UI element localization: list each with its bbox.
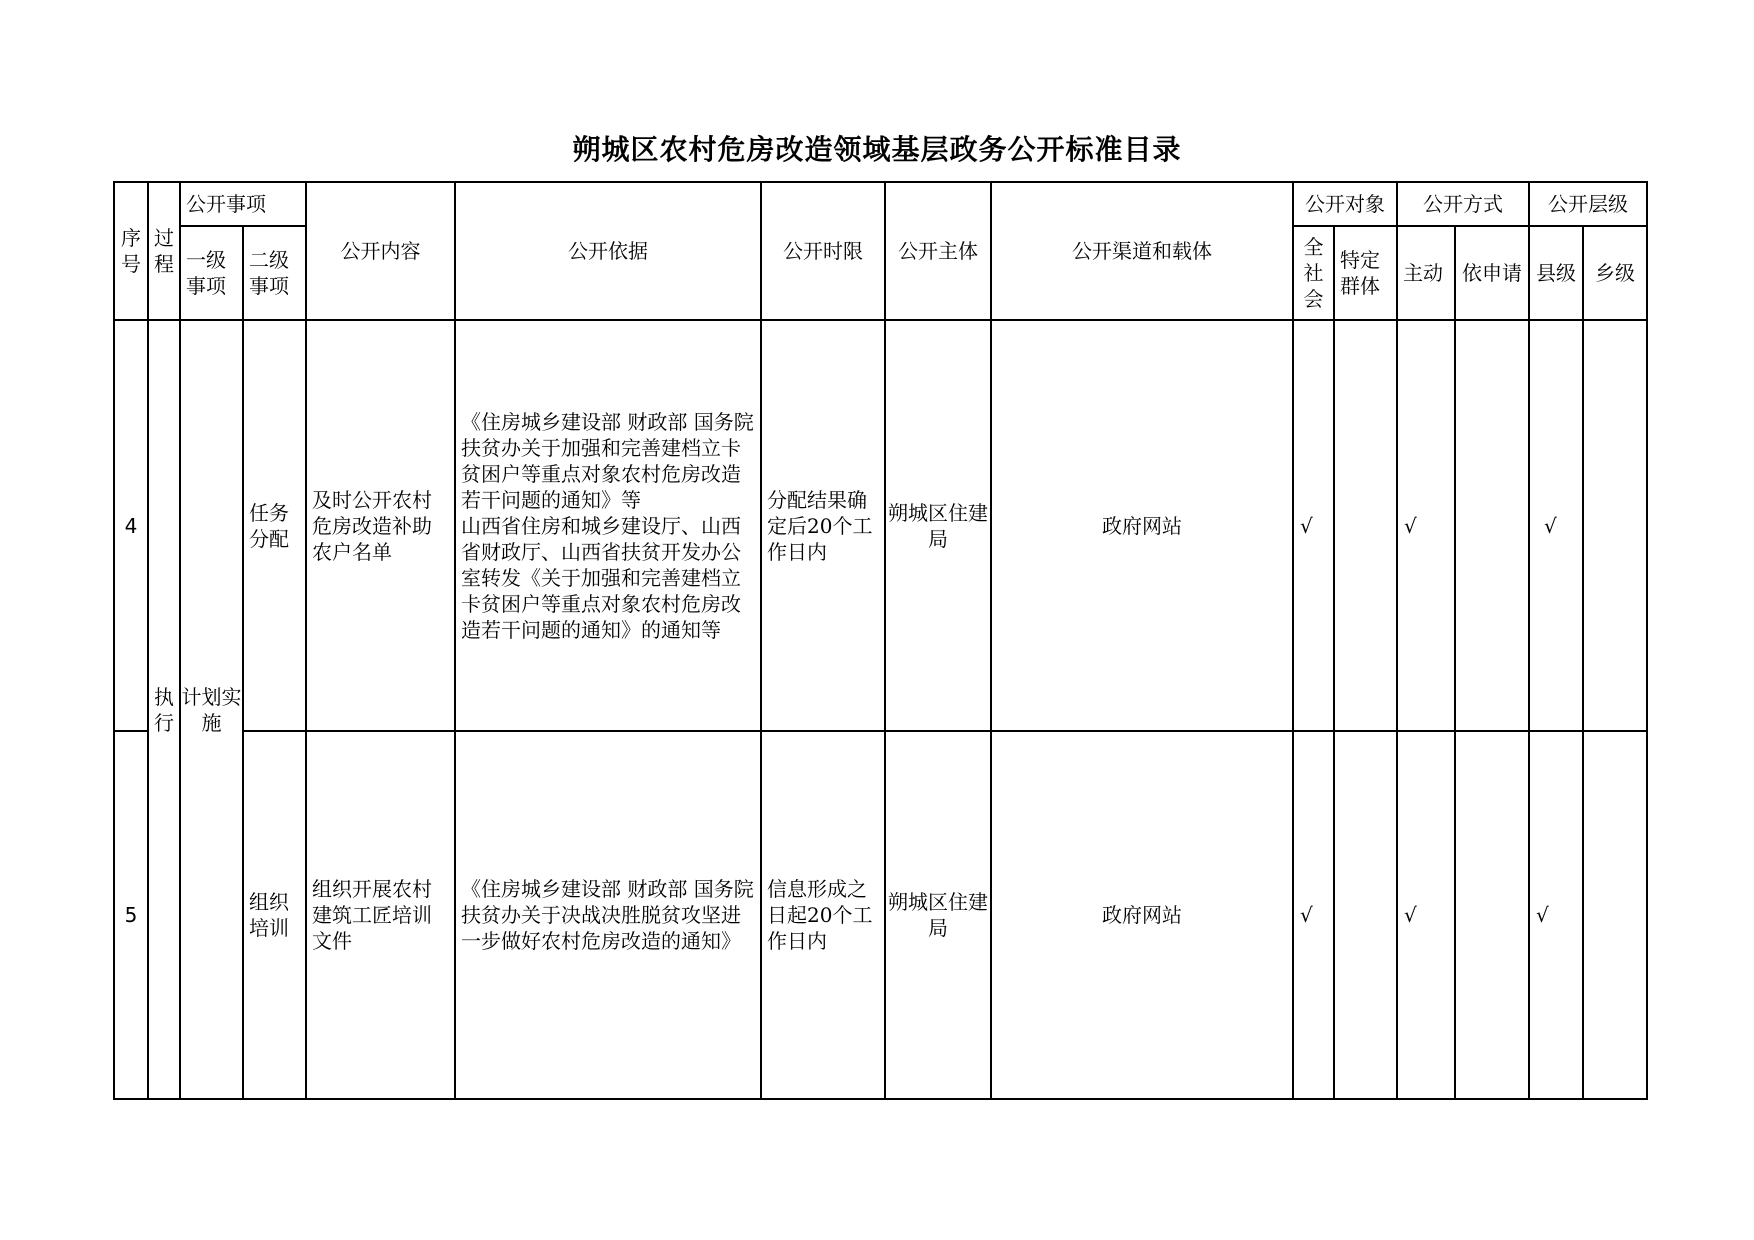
- row-active: √: [1397, 731, 1455, 1099]
- basis-line: 《住房城乡建设部 财政部 国务院扶贫办关于决战决胜脱贫攻坚进一步做好农村危房改造的通知》: [461, 877, 754, 953]
- row-subject: 朔城区住建局: [885, 731, 991, 1099]
- row-content: 组织开展农村建筑工匠培训文件: [306, 731, 455, 1099]
- row-specific: [1334, 320, 1397, 731]
- table-row: [114, 320, 1647, 731]
- header-audience-all: 全社会: [1293, 226, 1334, 320]
- row-content: 及时公开农村危房改造补助农户名单: [306, 320, 455, 731]
- row-time-limit: 信息形成之日起20个工作日内: [761, 731, 885, 1099]
- header-level-township: 乡级: [1583, 226, 1647, 320]
- header-level: 公开层级: [1529, 182, 1647, 226]
- header-audience: 公开对象: [1293, 182, 1397, 226]
- row-channel: 政府网站: [991, 731, 1293, 1099]
- header-level-county: 县级: [1529, 226, 1583, 320]
- header-time-limit: 公开时限: [761, 182, 885, 320]
- group-level1: 计划实施: [180, 320, 243, 1099]
- header-matters: 公开事项: [180, 182, 306, 226]
- row-channel: 政府网站: [991, 320, 1293, 731]
- header-subject: 公开主体: [885, 182, 991, 320]
- header-method: 公开方式: [1397, 182, 1529, 226]
- row-level2: 组织培训: [243, 731, 306, 1099]
- header-audience-specific: 特定群体: [1334, 226, 1397, 320]
- table-row: [114, 731, 1647, 1099]
- header-channel: 公开渠道和载体: [991, 182, 1293, 320]
- row-time-limit: 分配结果确定后20个工作日内: [761, 320, 885, 731]
- header-basis: 公开依据: [455, 182, 761, 320]
- basis-line: 山西省住房和城乡建设厅、山西省财政厅、山西省扶贫开发办公室转发《关于加强和完善建档立卡贫困户等重点对象农村危房改造若干问题的通知》的通知等: [461, 513, 741, 642]
- row-basis: [455, 320, 761, 731]
- row-county: √: [1529, 320, 1583, 731]
- row-request: [1455, 320, 1529, 731]
- row-request: [1455, 731, 1529, 1099]
- header-method-request: 依申请: [1455, 226, 1529, 320]
- header-method-active: 主动: [1397, 226, 1455, 320]
- document-title: 朔城区农村危房改造领域基层政务公开标准目录: [572, 133, 1182, 166]
- row-seq: 5: [114, 731, 148, 1099]
- row-seq: 4: [114, 320, 148, 731]
- row-county: √: [1529, 731, 1583, 1099]
- header-content: 公开内容: [306, 182, 455, 320]
- group-process: 执行: [148, 320, 180, 1099]
- row-township: [1583, 320, 1647, 731]
- header-process: 过程: [148, 182, 180, 320]
- header-row-1: [114, 182, 1647, 226]
- row-level2: 任务分配: [243, 320, 306, 731]
- basis-line: 《住房城乡建设部 财政部 国务院扶贫办关于加强和完善建档立卡贫困户等重点对象农村危房改造若干问题的通知》等: [461, 409, 754, 512]
- row-all-society: √: [1293, 320, 1334, 731]
- header-seq: 序号: [114, 182, 148, 320]
- header-level2: 二级事项: [243, 226, 306, 320]
- row-township: [1583, 731, 1647, 1099]
- row-active: √: [1397, 320, 1455, 731]
- row-all-society: √: [1293, 731, 1334, 1099]
- header-level1: 一级事项: [180, 226, 243, 320]
- row-specific: [1334, 731, 1397, 1099]
- catalog-table: [113, 181, 1648, 1100]
- row-basis: [455, 731, 761, 1099]
- row-subject: 朔城区住建局: [885, 320, 991, 731]
